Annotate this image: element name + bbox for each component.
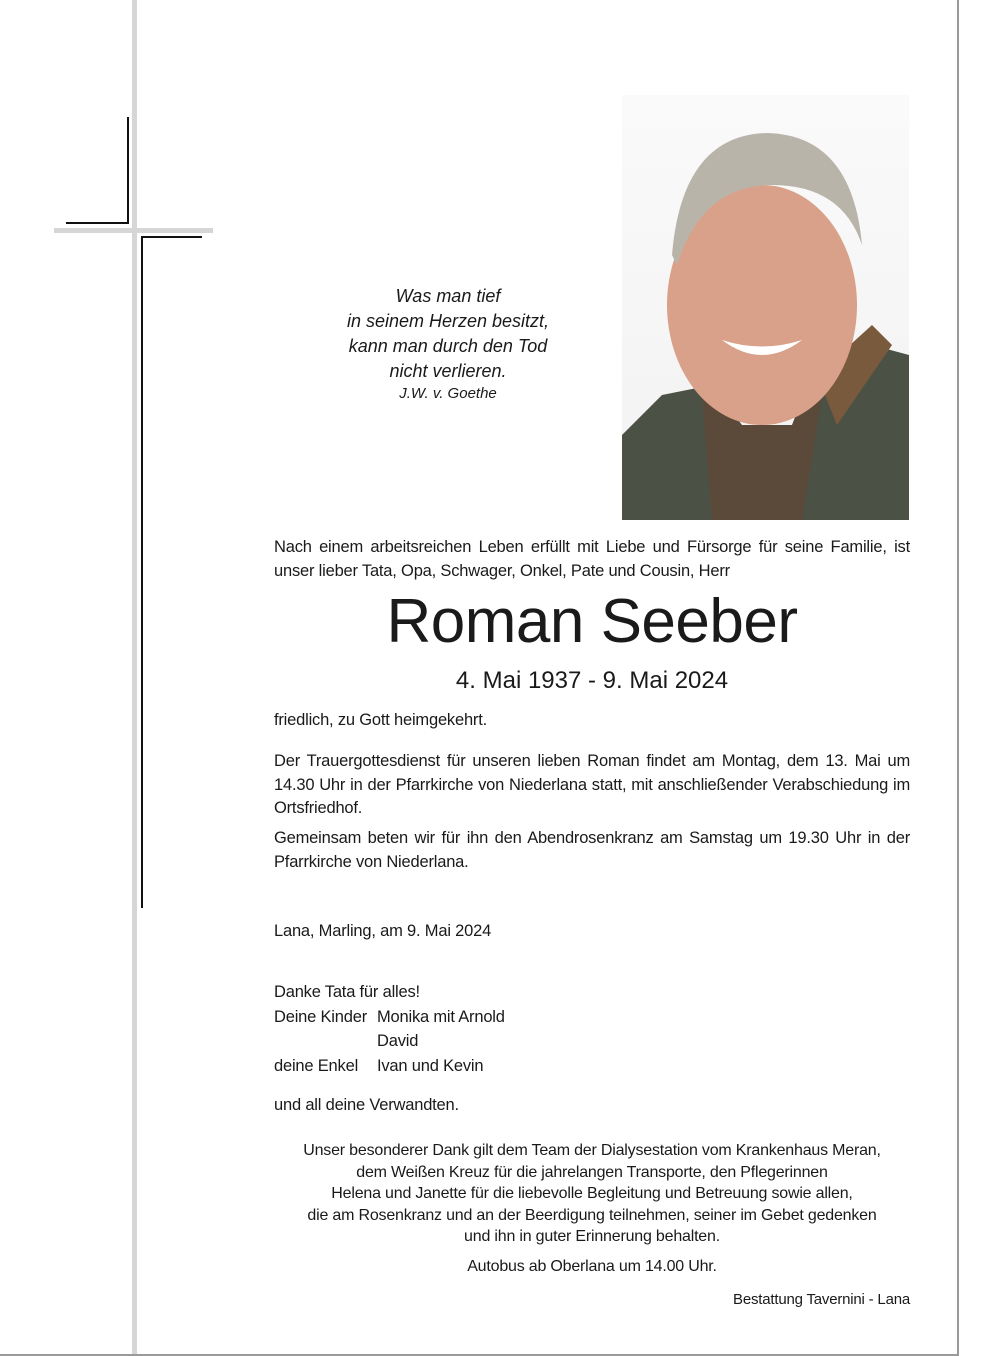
portrait-photo (622, 95, 909, 520)
gratitude-line: und ihn in guter Erinnerung behalten. (464, 1228, 720, 1245)
undertaker: Bestattung Tavernini - Lana (733, 1291, 910, 1308)
rosary-text: Gemeinsam beten wir für ihn den Abendrosenkranz am Samstag um 19.30 Uhr in der Pfarrkirche von Niederlana. (274, 829, 910, 871)
quote-line: Was man tief (395, 286, 501, 306)
gratitude-line: Unser besonderer Dank gilt dem Team der Dialysestation vom Krankenhaus Meran, (303, 1142, 881, 1159)
relatives-line: und all deine Verwandten. (274, 1096, 459, 1114)
gratitude-line: Helena und Janette für die liebevolle Begleitung und Betreuung sowie allen, (331, 1185, 853, 1202)
thanks-line: Danke Tata für alles! (274, 983, 420, 1001)
quote-line: kann man durch den Tod (348, 336, 548, 356)
passed-text: friedlich, zu Gott heimgekehrt. (274, 711, 487, 729)
gratitude-line: dem Weißen Kreuz für die jahrelangen Transporte, den Pflegerinnen (356, 1163, 828, 1181)
funeral-service-text: Der Trauergottesdienst für unseren lieben Roman findet am Montag, dem 13. Mai um 14.30 Uhr in der Pfarrkirche von Niederlana statt, mit anschließender Verabschiedung im Ortsfriedhof. (274, 752, 910, 817)
place-date: Lana, Marling, am 9. Mai 2024 (274, 922, 492, 940)
children-label: Deine Kinder (274, 1007, 367, 1026)
quote (300, 284, 596, 404)
deceased-name: Roman Seeber (386, 587, 798, 656)
child-name: Monika mit Arnold (377, 1007, 505, 1026)
gratitude-line: die am Rosenkranz und an der Beerdigung teilnehmen, seiner im Gebet gedenken (307, 1206, 877, 1224)
mourners (274, 980, 910, 1118)
intro-text: Nach einem arbeitsreichen Leben erfüllt mit Liebe und Fürsorge für seine Familie, ist unser lieber Tata, Opa, Schwager, Onkel, Pate und Cousin, Herr (274, 538, 910, 580)
quote-line: nicht verlieren. (389, 361, 507, 381)
bus-info: Autobus ab Oberlana um 14.00 Uhr. (467, 1257, 717, 1275)
quote-author: J.W. v. Goethe (399, 385, 497, 402)
grandchildren-label: deine Enkel (274, 1056, 359, 1075)
life-dates: 4. Mai 1937 - 9. Mai 2024 (455, 667, 729, 694)
quote-line: in seinem Herzen besitzt, (346, 311, 550, 331)
child-name: David (377, 1032, 419, 1050)
grandchildren-names: Ivan und Kevin (377, 1056, 484, 1075)
gratitude-text (274, 1140, 910, 1277)
